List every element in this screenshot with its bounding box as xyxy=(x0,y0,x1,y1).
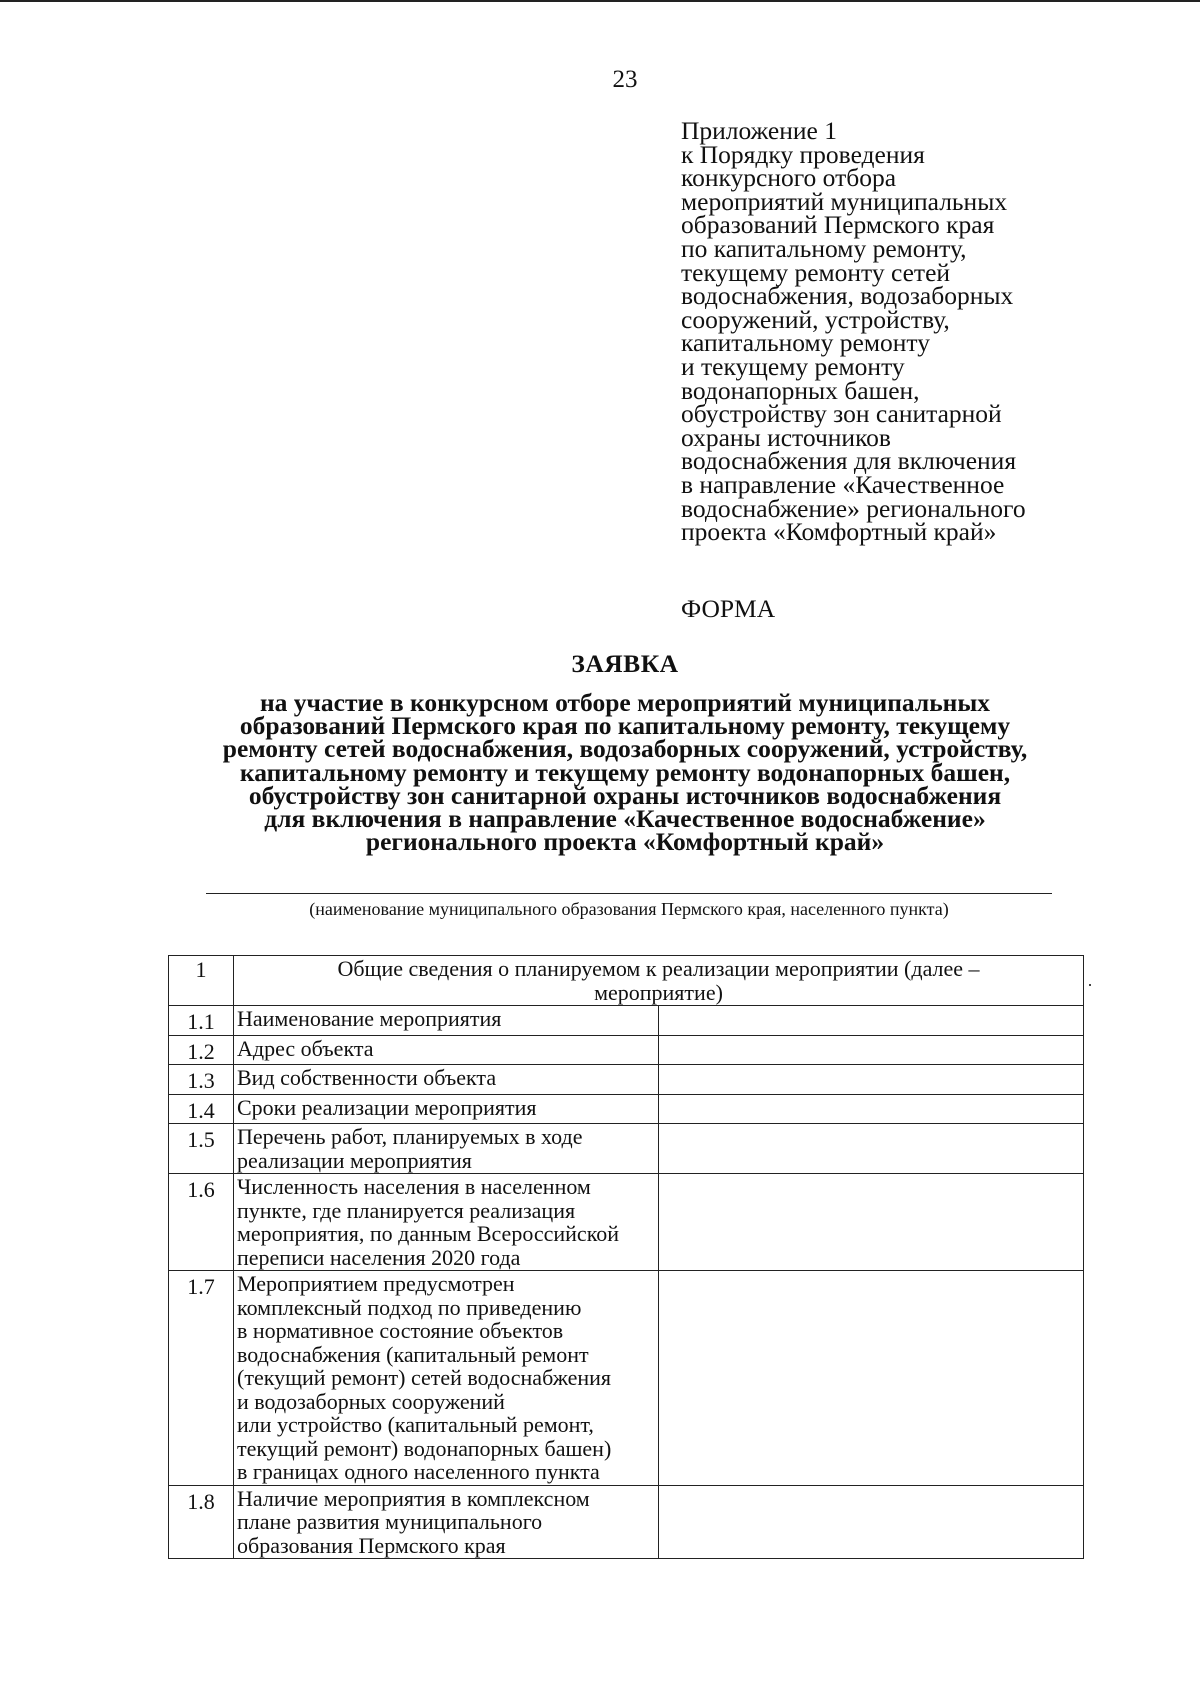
row-number: 1.5 xyxy=(169,1124,234,1174)
municipality-name-line[interactable] xyxy=(206,893,1052,894)
appendix-line: по капитальному ремонту, xyxy=(681,233,967,263)
page-number: 23 xyxy=(612,66,638,93)
row-label-line: и водозаборных сооружений xyxy=(237,1388,505,1414)
appendix-line: и текущему ремонту xyxy=(681,351,905,381)
row-label-line: Наличие мероприятия в комплексном xyxy=(237,1485,590,1511)
row-label xyxy=(234,1065,659,1095)
row-value-cell[interactable] xyxy=(659,1174,1084,1271)
document-title: ЗАЯВКА xyxy=(571,649,679,678)
table-row xyxy=(169,1124,1084,1174)
application-table xyxy=(168,955,1084,1559)
row-label-line: плане развития муниципального xyxy=(237,1509,543,1534)
appendix-line: Приложение 1 xyxy=(681,116,837,145)
subtitle-line: образований Пермского края по капитальному ремонту, текущему xyxy=(239,711,1011,741)
row-value-cell[interactable] xyxy=(659,1485,1084,1559)
row-number: 1.7 xyxy=(169,1271,234,1486)
appendix-line: образований Пермского края xyxy=(681,210,995,240)
row-label-line: переписи населения 2020 года xyxy=(237,1244,521,1270)
subtitle-line: для включения в направление «Качественное водоснабжение» xyxy=(264,804,986,834)
table-row xyxy=(169,1485,1084,1559)
appendix-line: к Порядку проведения xyxy=(681,139,925,169)
document-subtitle xyxy=(160,688,1090,857)
row-label-line: Мероприятием предусмотрен xyxy=(237,1271,515,1296)
row-value-cell[interactable] xyxy=(659,1065,1084,1095)
appendix-line: водонапорных башен, xyxy=(681,375,920,405)
subtitle-line: ремонту сетей водоснабжения, водозаборных сооружений, устройству, xyxy=(222,734,1028,764)
row-label-line: Численность населения в населенном xyxy=(237,1174,591,1199)
row-value-cell[interactable] xyxy=(659,1271,1084,1486)
table-row xyxy=(169,1174,1084,1271)
subtitle-line: на участие в конкурсном отборе мероприятий муниципальных xyxy=(259,688,991,717)
subtitle-line: регионального проекта «Комфортный край» xyxy=(365,827,885,857)
table-row xyxy=(169,1006,1084,1036)
subtitle-line: обустройству зон санитарной охраны источников водоснабжения xyxy=(248,780,1002,810)
table-row xyxy=(169,1094,1084,1124)
row-label xyxy=(234,1124,659,1174)
row-label-line: текущий ремонт) водонапорных башен) xyxy=(237,1435,612,1461)
appendix-line: охраны источников xyxy=(681,422,891,452)
appendix-line: в направление «Качественное xyxy=(681,469,1005,499)
appendix-line: обустройству зон санитарной xyxy=(681,399,1002,429)
appendix-line: текущему ремонту сетей xyxy=(681,257,951,287)
appendix-line: проекта «Комфортный край» xyxy=(681,517,997,547)
row-label-line: в нормативное состояние объектов xyxy=(237,1318,564,1343)
row-label-line: (текущий ремонт) сетей водоснабжения xyxy=(237,1365,612,1390)
section-number: 1 xyxy=(169,956,234,1006)
row-label-line: Наименование мероприятия xyxy=(237,1006,502,1031)
section-header-row xyxy=(169,956,1084,1006)
row-value-cell[interactable] xyxy=(659,1006,1084,1036)
row-value-cell[interactable] xyxy=(659,1035,1084,1065)
row-label xyxy=(234,1094,659,1124)
municipality-name-caption: (наименование муниципального образования Пермского края, населенного пункта) xyxy=(309,899,949,919)
row-label-line: мероприятия, по данным Всероссийской xyxy=(237,1221,620,1246)
row-value-cell[interactable] xyxy=(659,1094,1084,1124)
appendix-line: мероприятий муниципальных xyxy=(681,186,1008,216)
row-label-line: комплексный подход по приведению xyxy=(237,1294,582,1320)
row-label-line: Вид собственности объекта xyxy=(237,1065,497,1090)
row-label xyxy=(234,1035,659,1065)
table-row xyxy=(169,1035,1084,1065)
row-label xyxy=(234,1006,659,1036)
section-heading-line: Общие сведения о планируемом к реализации мероприятии (далее – xyxy=(337,956,980,981)
subtitle-line: капитальному ремонту и текущему ремонту водонапорных башен, xyxy=(239,757,1011,787)
table-row xyxy=(169,1065,1084,1095)
section-heading-line: мероприятие) xyxy=(594,979,723,1005)
row-number: 1.1 xyxy=(169,1006,234,1036)
section-heading xyxy=(234,956,1084,1006)
appendix-line: водоснабжения для включения xyxy=(681,446,1017,476)
row-number: 1.4 xyxy=(169,1094,234,1124)
row-label xyxy=(234,1485,659,1559)
row-label-line: или устройство (капитальный ремонт, xyxy=(237,1412,594,1437)
row-label-line: водоснабжения (капитальный ремонт xyxy=(237,1341,589,1367)
page-top-border xyxy=(0,0,1200,2)
scan-speck xyxy=(1089,984,1091,986)
row-label-line: образования Пермского края xyxy=(237,1532,506,1558)
appendix-line: водоснабжение» регионального xyxy=(681,493,1026,523)
row-number: 1.6 xyxy=(169,1174,234,1271)
row-label-line: в границах одного населенного пункта xyxy=(237,1459,600,1484)
row-label xyxy=(234,1271,659,1486)
row-label-line: пункте, где планируется реализация xyxy=(237,1197,576,1223)
row-label-line: Перечень работ, планируемых в ходе xyxy=(237,1124,583,1149)
appendix-line: капитальному ремонту xyxy=(681,328,930,358)
row-number: 1.8 xyxy=(169,1485,234,1559)
row-label-line: Сроки реализации мероприятия xyxy=(237,1094,537,1120)
row-label-line: реализации мероприятия xyxy=(237,1147,472,1173)
row-value-cell[interactable] xyxy=(659,1124,1084,1174)
appendix-line: сооружений, устройству, xyxy=(681,304,950,334)
row-number: 1.2 xyxy=(169,1035,234,1065)
row-number: 1.3 xyxy=(169,1065,234,1095)
table-row xyxy=(169,1271,1084,1486)
row-label-line: Адрес объекта xyxy=(237,1035,374,1061)
row-label xyxy=(234,1174,659,1271)
appendix-block xyxy=(681,116,1026,547)
form-label: ФОРМА xyxy=(681,594,776,623)
appendix-line: водоснабжения, водозаборных xyxy=(681,281,1014,311)
appendix-line: конкурсного отбора xyxy=(681,163,897,193)
